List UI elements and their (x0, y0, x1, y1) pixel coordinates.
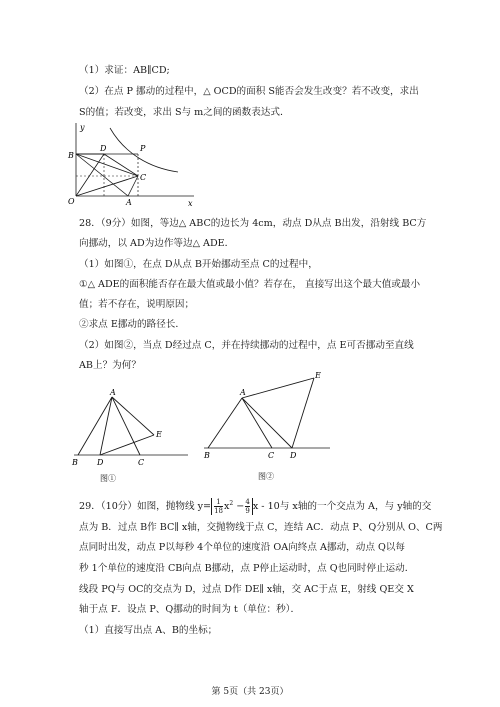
q29-line2: 点为 B．过点 B作 BC∥ x轴，交抛物线于点 C，连结 AC．动点 P、Q分别从 O、C两 (79, 522, 443, 533)
q28-line3: （1）如图①，在点 D从点 B开始挪动至点 C的过程中， (79, 259, 318, 270)
figure-2 (202, 370, 332, 465)
q27-part2-cont: S的值；若改变，求出 S与 m之间的函数表达式． (79, 107, 290, 118)
q28-line7: （2）如图②，当点 D经过点 C，并在持续挪动的过程中，点 E可否挪动至直线 (79, 340, 414, 351)
figure-coordinate (68, 120, 200, 208)
q29-line7: （1）直接写出点 A、B的坐标； (79, 625, 218, 636)
label-P: P (140, 144, 146, 153)
q28-line6: ②求点 E挪动的路径长． (79, 319, 185, 330)
q29-line4: 秒 1个单位的速度沿 CB向点 B挪动，点 P停止运动时，点 Q也同时停止运动． (79, 563, 415, 574)
q27-part2: （2）在点 P 挪动的过程中，△ OCD的面积 S能否会发生改变？若不改变，求出 (79, 86, 419, 97)
label-B: B (68, 151, 74, 160)
fig2-label-D: D (290, 451, 297, 460)
label-y: y (80, 123, 85, 132)
q28-line1: 28．（9分）如图，等边△ ABC的边长为 4cm，动点 D从点 B出发，沿射线 BC方 (79, 218, 427, 229)
q29-formula: $\frac{1}{18}$ $x^2$ − $\frac{4}{9}$ (211, 498, 253, 515)
label-x: x (188, 199, 193, 208)
fig2-label-E: E (315, 371, 321, 380)
q28-line5: 值；若不存在，说明原因； (79, 299, 195, 310)
label-D: D (100, 144, 107, 153)
figure-1 (70, 385, 190, 470)
label-A: A (126, 198, 132, 207)
q29-frac1: $\frac{1}{18}$ (214, 498, 223, 516)
fig1-label-A: A (110, 388, 116, 397)
fig2-label-C: C (268, 451, 275, 460)
q28-line4: ①△ ADE的面积能否存在最大值或最小值？若存在， 直接写出这个最大值或最小 (79, 279, 421, 290)
q29-line3: 点同时出发，动点 P以每秒 4个单位的速度沿 OA向终点 A挪动，动点 Q以每 (79, 542, 406, 553)
q28-line2: 向挪动，以 AD为边作等边△ ADE． (79, 238, 235, 249)
q29-line6: 轴于点 F．设点 P、Q挪动的时间为 t（单位：秒）． (79, 604, 301, 615)
q28-line8: AB上？为何？ (79, 360, 141, 371)
fig2-label-A: A (240, 388, 246, 397)
fig1-label-D: D (97, 458, 104, 467)
q27-part1: （1）求证：AB∥CD; (79, 65, 170, 76)
q29-suffix: x - 10与 x轴的一个交点为 A，与 y轴的交 (252, 501, 432, 513)
fig1-label-C: C (138, 458, 145, 467)
fig2-caption-text: 图② (258, 472, 274, 481)
q29-frac2: $\frac{4}{9}$ (245, 498, 250, 516)
label-O: O (68, 197, 75, 206)
fig1-caption-text: 图① (100, 474, 116, 483)
q29-line5: 线段 PQ与 OC的交点为 D，过点 D作 DE∥ x轴，交 AC于点 E，射线 QE交 X (79, 584, 414, 595)
q29-line1 (79, 498, 431, 515)
page-footer: 第 5页（共 23页） (211, 687, 289, 697)
label-C: C (140, 173, 147, 182)
fig2-label-B: B (204, 451, 210, 460)
fig1-label-E: E (156, 430, 162, 439)
fig1-label-B: B (72, 458, 78, 467)
q29-prefix: 29．（10分）如图，抛物线 y= (79, 501, 212, 513)
